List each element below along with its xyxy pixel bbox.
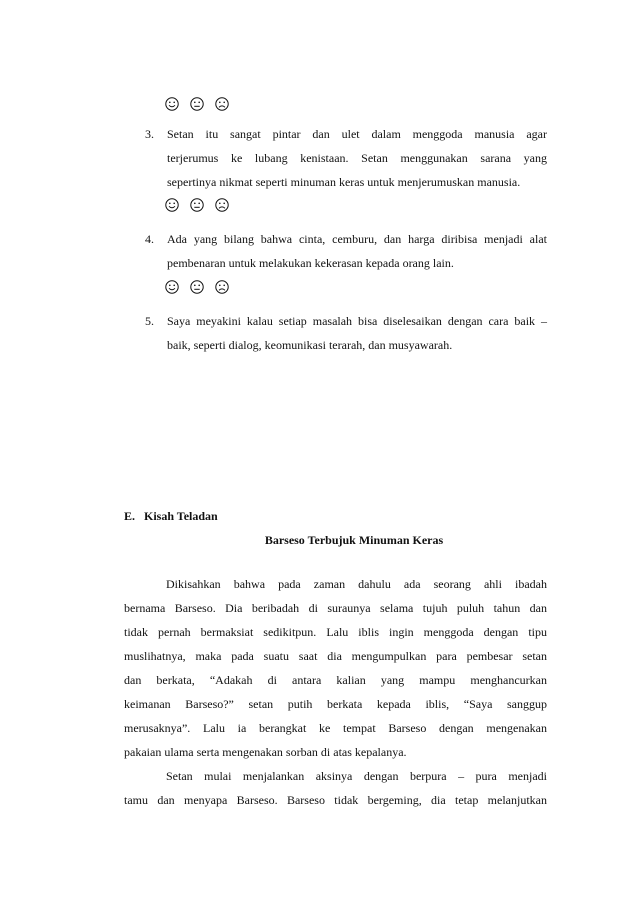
rating-faces-row-3 <box>165 280 229 294</box>
statement-item-5 <box>145 309 547 357</box>
paragraph-line: tamu dan menyapa Barseso. Barseso tidak bergeming, dia tetap melanjutkan <box>124 793 547 807</box>
paragraph-line: merusaknya”. Lalu ia berangkat ke tempat Barseso dengan mengenakan <box>124 721 547 735</box>
item-text-line: baik, seperti dialog, keomunikasi terarah, dan musyawarah. <box>167 338 453 352</box>
neutral-face-icon[interactable] <box>190 198 204 212</box>
frown-icon[interactable] <box>215 97 229 111</box>
smile-icon[interactable] <box>165 97 179 111</box>
frown-icon[interactable] <box>215 280 229 294</box>
item-text-line: Saya meyakini kalau setiap masalah bisa diselesaikan dengan cara baik – <box>167 314 547 328</box>
paragraph-line: muslihatnya, maka pada suatu saat dia mengumpulkan para pembesar setan <box>124 649 547 663</box>
neutral-face-icon[interactable] <box>190 280 204 294</box>
rating-faces-row-2 <box>165 198 229 212</box>
story-paragraph-2 <box>124 764 547 812</box>
paragraph-line: dan berkata, “Adakah di antara kalian yang mampu menghancurkan <box>124 673 547 687</box>
paragraph-line: keimanan Barseso?” setan putih berkata kepada iblis, “Saya sanggup <box>124 697 547 711</box>
smile-icon[interactable] <box>165 198 179 212</box>
item-text-line: terjerumus ke lubang kenistaan. Setan menggunakan sarana yang <box>167 151 547 165</box>
smile-icon[interactable] <box>165 280 179 294</box>
paragraph-line: Dikisahkan bahwa pada zaman dahulu ada seorang ahli ibadah <box>166 577 547 591</box>
statement-item-3 <box>145 122 547 194</box>
item-text-line: sepertinya nikmat seperti minuman keras untuk menjerumuskan manusia. <box>167 175 521 189</box>
paragraph-line: bernama Barseso. Dia beribadah di suraunya selama tujuh puluh tahun dan <box>124 601 547 615</box>
section-letter: E. <box>124 509 136 523</box>
story-title: Barseso Terbujuk Minuman Keras <box>264 533 444 547</box>
paragraph-line: pakaian ulama serta mengenakan sorban di atas kepalanya. <box>124 745 407 759</box>
item-number: 3. <box>145 127 154 141</box>
statement-item-4 <box>145 227 547 275</box>
item-text-line: Setan itu sangat pintar dan ulet dalam menggoda manusia agar <box>167 127 547 141</box>
paragraph-line: Setan mulai menjalankan aksinya dengan berpura – pura menjadi <box>166 769 547 783</box>
rating-faces-row-1 <box>165 97 229 111</box>
story-paragraph-1 <box>124 572 547 764</box>
item-text-line: pembenaran untuk melakukan kekerasan kepada orang lain. <box>167 256 454 270</box>
item-number: 5. <box>145 314 154 328</box>
neutral-face-icon[interactable] <box>190 97 204 111</box>
frown-icon[interactable] <box>215 198 229 212</box>
item-text-line: Ada yang bilang bahwa cinta, cemburu, dan harga diribisa menjadi alat <box>167 232 547 246</box>
paragraph-line: tidak pernah bermaksiat sedikitpun. Lalu iblis ingin menggoda dengan tipu <box>124 625 547 639</box>
section-title: Kisah Teladan <box>144 509 218 523</box>
item-number: 4. <box>145 232 154 246</box>
section-heading <box>124 509 218 524</box>
